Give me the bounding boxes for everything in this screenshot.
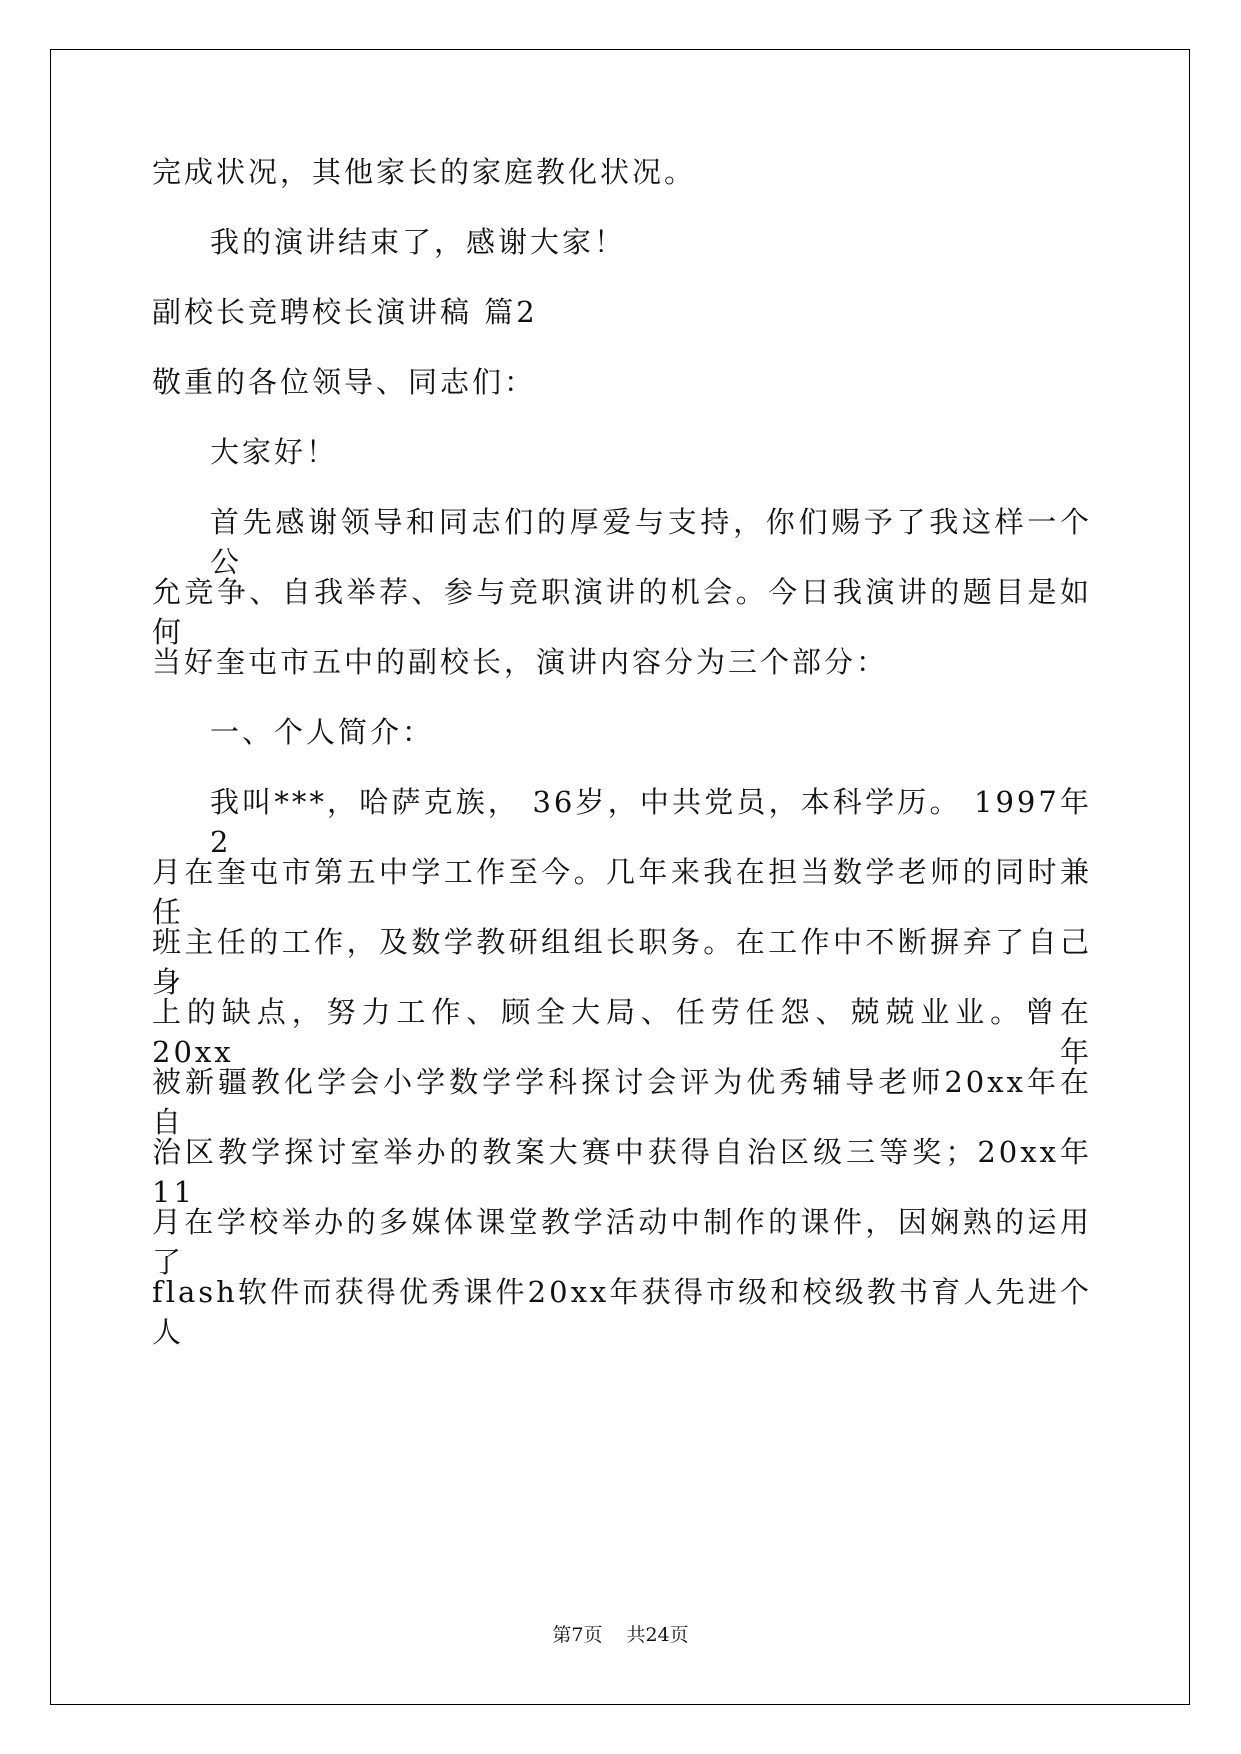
page-number: 第7页 <box>552 1624 603 1646</box>
paragraph-line: 我叫***，哈萨克族， 36岁，中共党员，本科学历。 1997年2 <box>210 785 1092 859</box>
salutation: 敬重的各位领导、同志们： <box>152 365 537 399</box>
greeting: 大家好！ <box>210 435 339 469</box>
paragraph-line: 月在学校举办的多媒体课堂教学活动中制作的课件，因娴熟的运用了 <box>152 1205 1092 1279</box>
paragraph-line: 当好奎屯市五中的副校长，演讲内容分为三个部分： <box>152 645 889 679</box>
paragraph-line: 上的缺点，努力工作、顾全大局、任劳任怨、兢兢业业。曾在20xx年 <box>152 995 1092 1069</box>
paragraph-line: 班主任的工作，及数学教研组组长职务。在工作中不断摒弃了自己身 <box>152 925 1092 999</box>
paragraph-line: 被新疆教化学会小学数学学科探讨会评为优秀辅导老师20xx年在自 <box>152 1065 1092 1139</box>
paragraph-line: flash软件而获得优秀课件20xx年获得市级和校级教书育人先进个人 <box>152 1275 1092 1349</box>
paragraph-line: 完成状况，其他家长的家庭教化状况。 <box>152 155 697 189</box>
paragraph-line: 月在奎屯市第五中学工作至今。几年来我在担当数学老师的同时兼任 <box>152 855 1092 929</box>
paragraph-line: 首先感谢领导和同志们的厚爱与支持，你们赐予了我这样一个公 <box>210 505 1092 579</box>
section-heading: 副校长竞聘校长演讲稿 篇2 <box>152 295 538 329</box>
page-total: 共24页 <box>626 1624 689 1646</box>
subsection-heading: 一、个人简介： <box>210 715 435 749</box>
paragraph-line: 治区教学探讨室举办的教案大赛中获得自治区级三等奖；20xx年11 <box>152 1135 1092 1209</box>
paragraph-line: 允竞争、自我举荐、参与竞职演讲的机会。今日我演讲的题目是如何 <box>152 575 1092 649</box>
paragraph-line: 我的演讲结束了，感谢大家！ <box>210 225 627 259</box>
page-footer <box>0 1620 1241 1647</box>
